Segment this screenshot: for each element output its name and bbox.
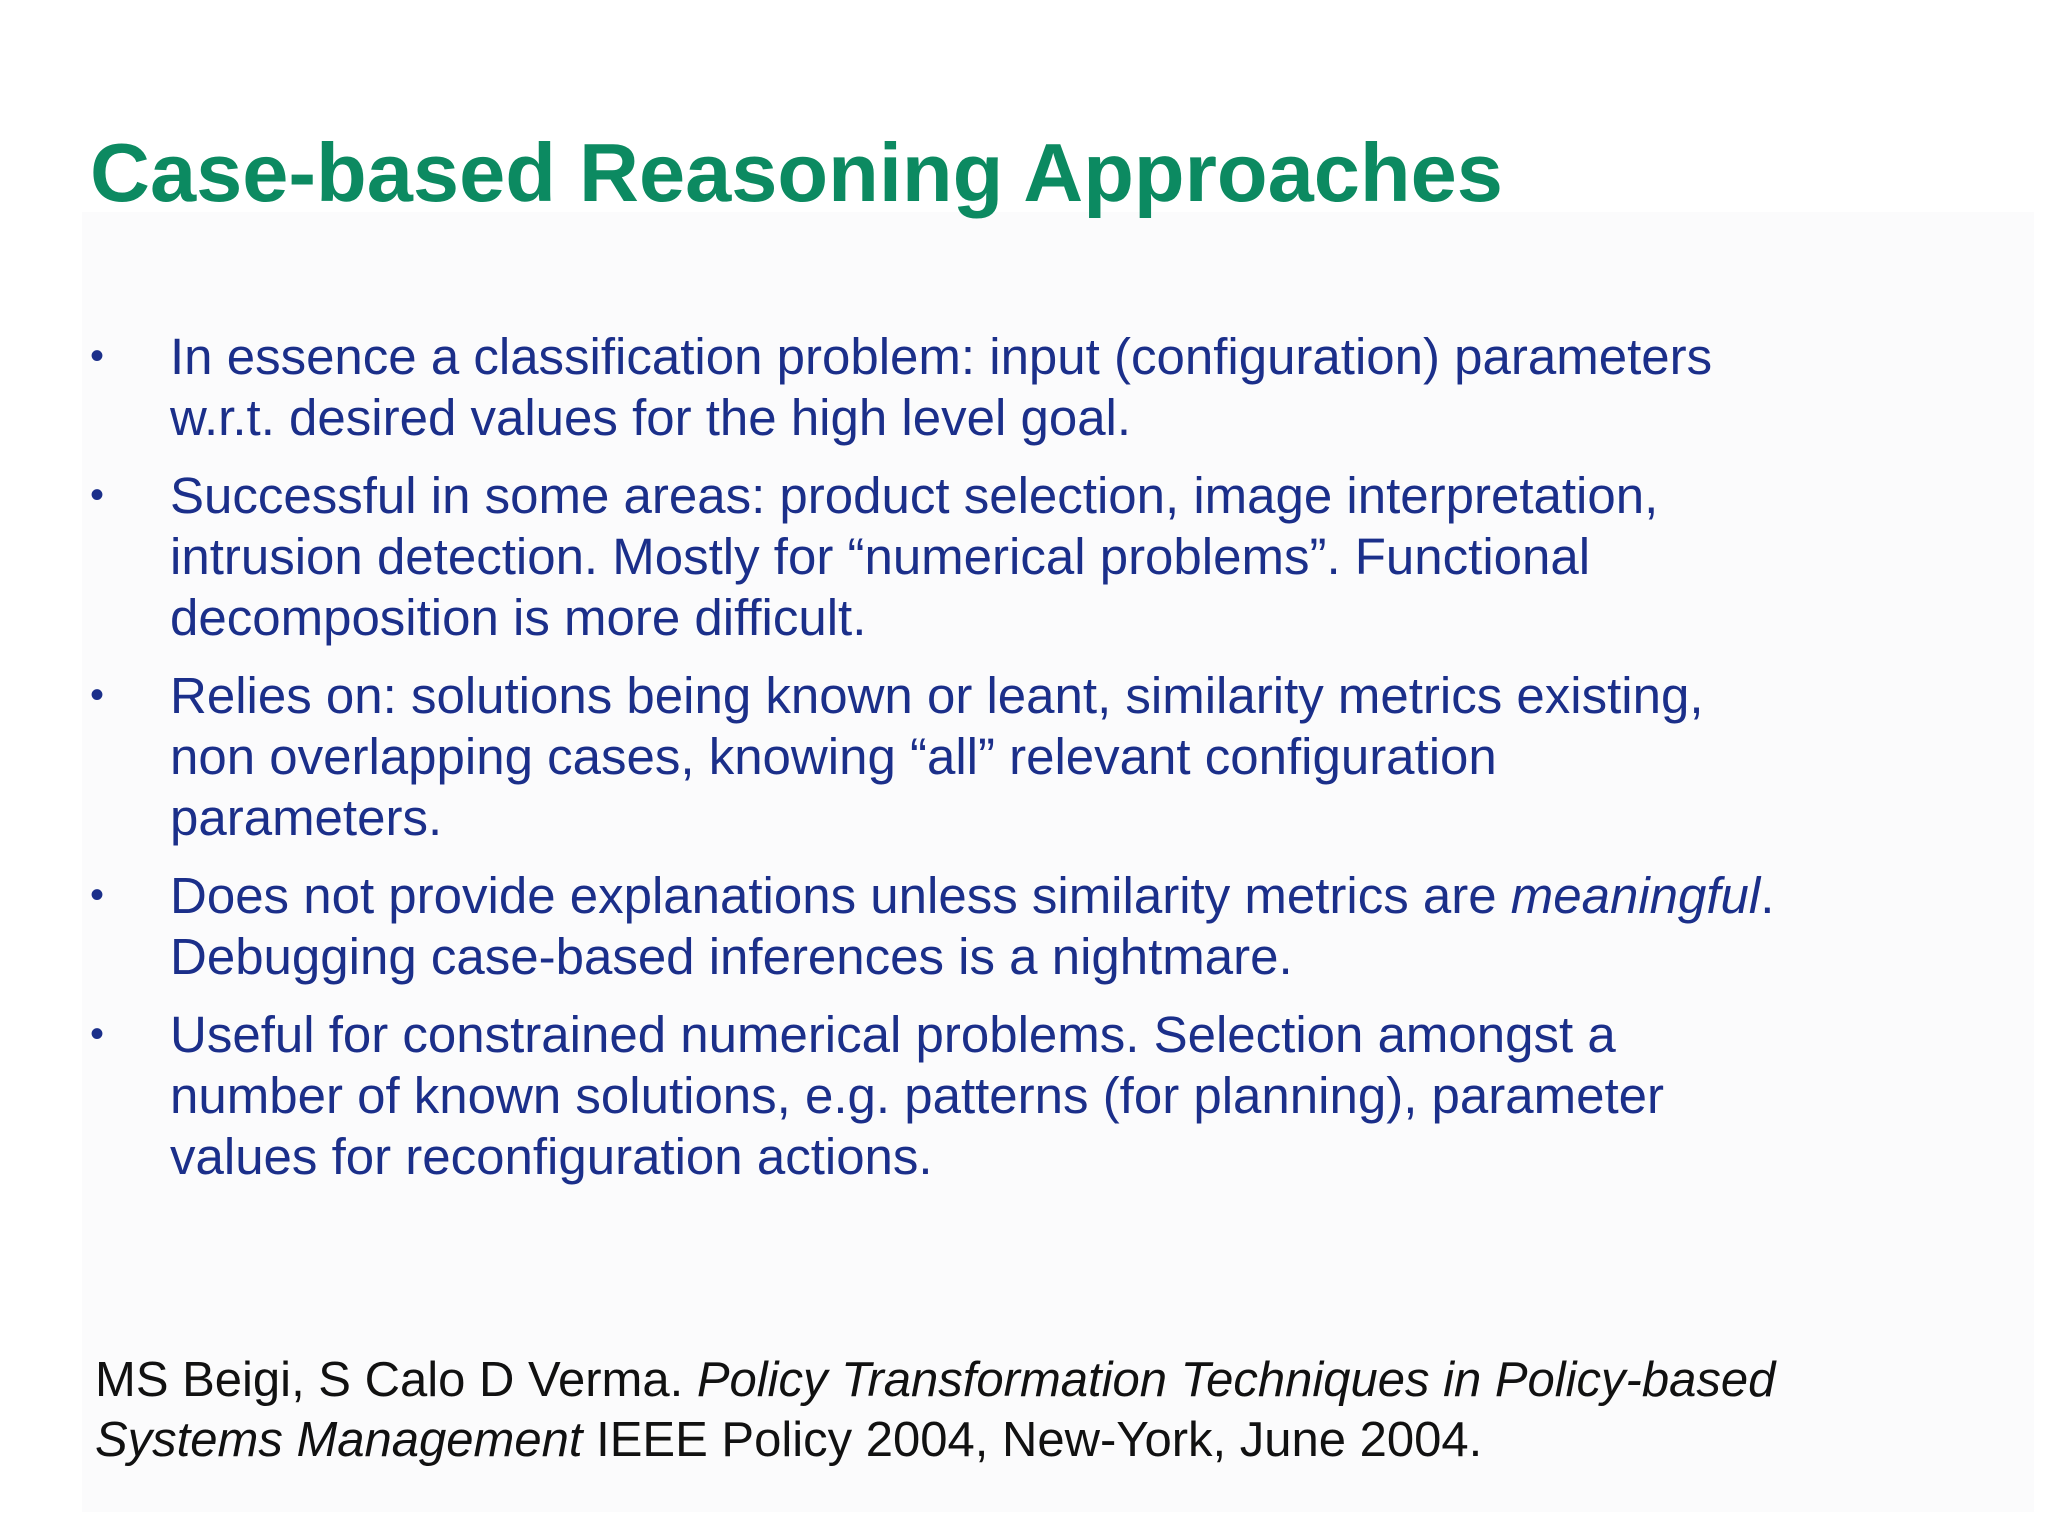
bullet-item-2 bbox=[90, 465, 2030, 648]
citation-line-1 bbox=[95, 1350, 1775, 1410]
bullet-line bbox=[170, 865, 2030, 926]
bullet-line: decomposition is more difficult. bbox=[170, 589, 867, 646]
citation-venue: IEEE Policy 2004, New-York, June 2004. bbox=[582, 1413, 1483, 1467]
bullet-line: Useful for constrained numerical problems. Selection amongst a bbox=[170, 1006, 1616, 1063]
bullet-text: Does not provide explanations unless similarity metrics are bbox=[170, 867, 1511, 924]
bullet-marker: • bbox=[90, 334, 105, 378]
citation-title-part1: Policy Transformation Techniques in Policy-based bbox=[696, 1353, 1776, 1407]
bullet-line: Successful in some areas: product selection, image interpretation, bbox=[170, 467, 1659, 524]
bullet-line: Relies on: solutions being known or leant, similarity metrics existing, bbox=[170, 667, 1704, 724]
bullet-line: parameters. bbox=[170, 789, 443, 846]
bullet-line: Debugging case-based inferences is a nightmare. bbox=[170, 928, 1293, 985]
citation-line-2 bbox=[95, 1410, 1775, 1470]
citation-title-part2: Systems Management bbox=[95, 1413, 583, 1467]
slide-title: Case-based Reasoning Approaches bbox=[90, 126, 1503, 219]
bullet-marker: • bbox=[90, 873, 105, 917]
bullet-text: . bbox=[1760, 867, 1775, 924]
citation bbox=[95, 1350, 1775, 1470]
bullet-line: intrusion detection. Mostly for “numerical problems”. Functional bbox=[170, 528, 1591, 585]
bullet-line: In essence a classification problem: input (configuration) parameters bbox=[170, 328, 1713, 385]
bullet-line: number of known solutions, e.g. patterns (for planning), parameter bbox=[170, 1067, 1664, 1124]
bullet-item-4 bbox=[90, 865, 2030, 987]
bullet-item-5 bbox=[90, 1004, 2030, 1187]
bullet-line: non overlapping cases, knowing “all” relevant configuration bbox=[170, 728, 1497, 785]
bullet-line: w.r.t. desired values for the high level goal. bbox=[170, 389, 1132, 446]
bullet-marker: • bbox=[90, 473, 105, 517]
bullet-emphasis: meaningful bbox=[1510, 867, 1761, 924]
bullet-marker: • bbox=[90, 1012, 105, 1056]
citation-authors: MS Beigi, S Calo D Verma. bbox=[95, 1353, 697, 1407]
bullet-marker: • bbox=[90, 673, 105, 717]
bullet-item-3 bbox=[90, 665, 2030, 848]
bullet-list bbox=[90, 326, 2030, 1204]
bullet-item-1 bbox=[90, 326, 2030, 448]
bullet-line: values for reconfiguration actions. bbox=[170, 1128, 933, 1185]
